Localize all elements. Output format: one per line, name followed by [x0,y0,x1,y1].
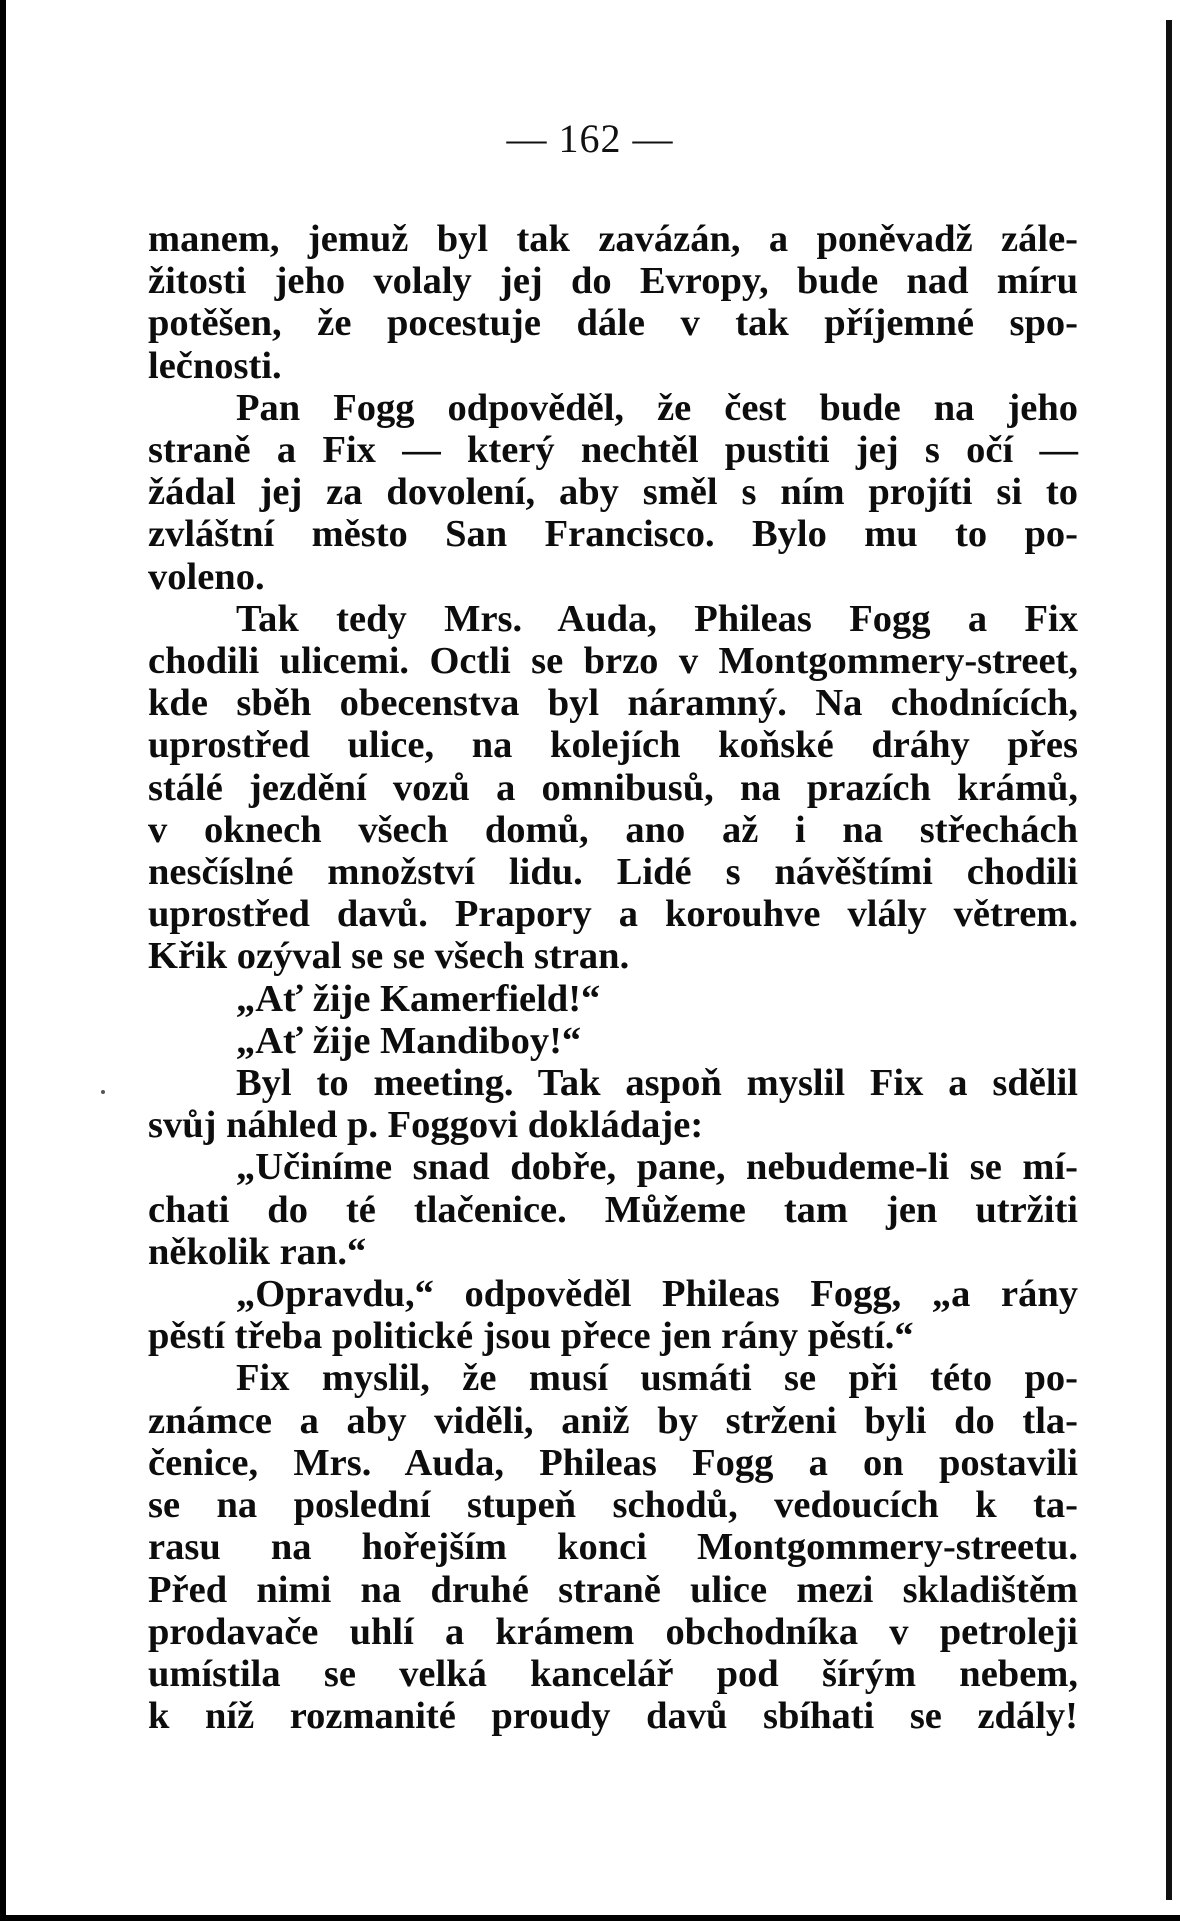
text-line: v oknech všech domů, ano až i na střechách [148,808,1078,851]
text-line: prodavače uhlí a krámem obchodníka v petroleji [148,1610,1078,1653]
text-line: Křik ozýval se se všech stran. [148,935,630,978]
text-line: lečnosti. [148,344,282,387]
text-line: svůj náhled p. Foggovi dokládaje: [148,1104,704,1147]
text-line: „Ať žije Mandiboy!“ [236,1019,582,1062]
text-line: „Ať žije Kamerfield!“ [236,977,601,1020]
text-line: chati do té tlačenice. Můžeme tam jen utržiti [148,1188,1078,1231]
scan-edge-bottom [0,1915,1180,1921]
text-line: žádal jej za dovolení, aby směl s ním projíti si to [148,471,1078,514]
text-line: Před nimi na druhé straně ulice mezi skladištěm [148,1568,1078,1611]
text-line: čenice, Mrs. Auda, Phileas Fogg a on postavili [148,1441,1078,1484]
text-line: kde sběh obecenstva byl náramný. Na chodnících, [148,682,1078,725]
body-text [148,218,1078,1737]
text-line: nesčíslné množství lidu. Lidé s návěštími chodili [148,851,1078,894]
text-line: rasu na hořejším konci Montgommery-streetu. [148,1526,1078,1569]
text-line: se na poslední stupeň schodů, vedoucích k ta- [148,1484,1078,1527]
text-line: chodili ulicemi. Octli se brzo v Montgommery-street, [148,640,1078,683]
page-number: — 162 — [506,116,674,161]
text-line: známce a aby viděli, aniž by strženi byli do tla- [148,1399,1078,1442]
text-line: uprostřed ulice, na kolejích koňské dráhy přes [148,724,1078,767]
text-line: potěšen, že pocestuje dále v tak příjemné spo- [148,302,1078,345]
text-line: manem, jemuž byl tak zavázán, a poněvadž zále- [148,218,1078,260]
text-line: pěstí třeba politické jsou přece jen rány pěstí.“ [148,1315,914,1358]
text-line: Fix myslil, že musí usmáti se při této po- [236,1357,1078,1400]
text-line: Byl to meeting. Tak aspoň myslil Fix a sdělil [236,1062,1078,1105]
scan-speck [101,1090,105,1094]
text-line: žitosti jeho volaly jej do Evropy, bude nad míru [148,260,1078,303]
text-line: „Učiníme snad dobře, pane, nebudeme-li se mí- [236,1146,1078,1189]
scan-edge-left [0,0,6,1921]
page-edge-right [1166,20,1172,1900]
text-line: straně a Fix — který nechtěl pustiti jej s očí — [148,429,1078,472]
text-line: voleno. [148,555,265,598]
text-line: uprostřed davů. Prapory a korouhve vlály větrem. [148,893,1078,936]
text-line: umístila se velká kancelář pod šírým nebem, [148,1652,1078,1695]
text-line: několik ran.“ [148,1230,367,1273]
text-line: zvláštní město San Francisco. Bylo mu to po- [148,513,1078,556]
text-line: stálé jezdění vozů a omnibusů, na prazích krámů, [148,766,1078,809]
text-line: „Opravdu,“ odpověděl Phileas Fogg, „a rány [236,1273,1078,1316]
text-line: Pan Fogg odpověděl, že čest bude na jeho [236,386,1078,429]
text-line: Tak tedy Mrs. Auda, Phileas Fogg a Fix [236,597,1078,640]
text-line: k níž rozmanité proudy davů sbíhati se zdály! [148,1695,1078,1738]
